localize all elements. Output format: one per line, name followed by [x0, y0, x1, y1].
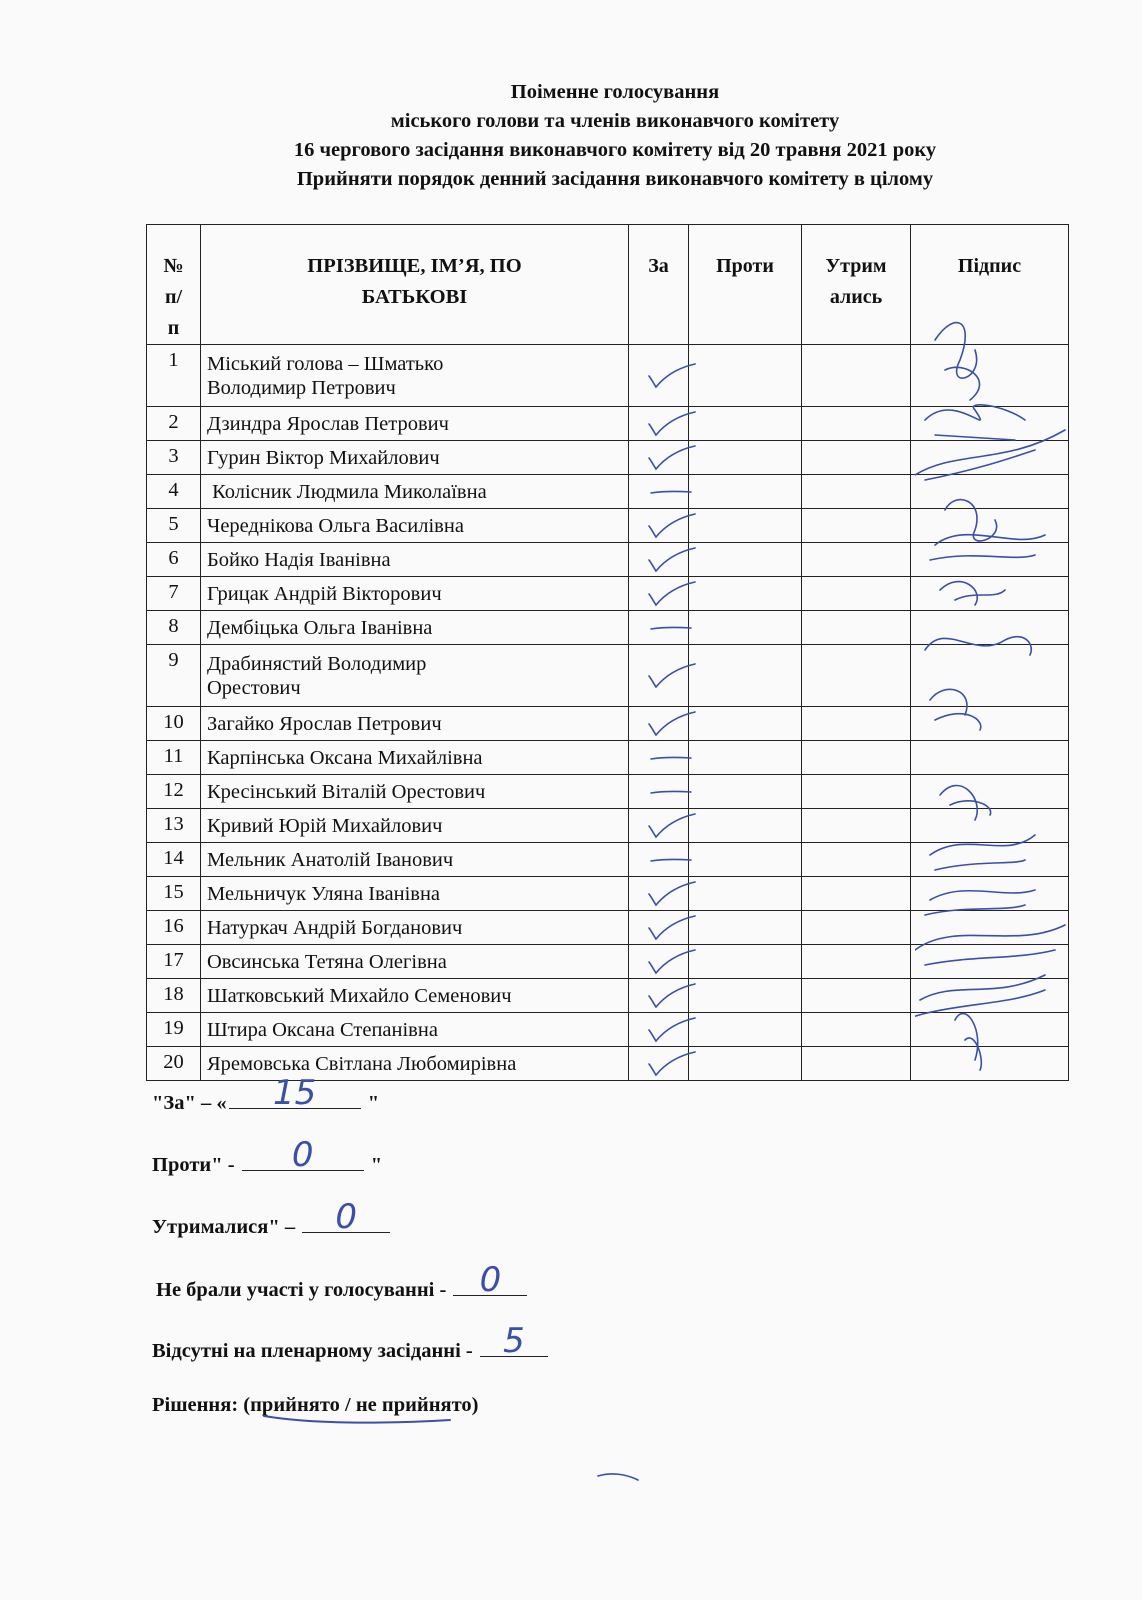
summary-not-voted: Не брали участі у голосуванні - 0 [156, 1275, 529, 1302]
vote-against-cell [689, 1047, 802, 1081]
member-name-line: Мельник Анатолій Іванович [207, 848, 454, 871]
table-body [147, 345, 1069, 1081]
vote-for-cell [629, 979, 689, 1013]
vote-against-cell [689, 1013, 802, 1047]
vote-for-cell [629, 407, 689, 441]
vote-abstained-cell [802, 1047, 911, 1081]
member-name-line: Колісник Людмила Миколаївна [207, 480, 487, 503]
table-row [147, 1013, 1069, 1047]
member-name-line: Володимир Петрович [207, 376, 396, 399]
table-row [147, 345, 1069, 407]
member-name [201, 911, 629, 945]
vote-for-cell [629, 577, 689, 611]
member-name-line: Череднікова Ольга Василівна [207, 514, 464, 537]
table-row [147, 775, 1069, 809]
table-header-row [147, 225, 1069, 345]
vote-against-cell [689, 645, 802, 707]
member-name [201, 611, 629, 645]
row-number: 4 [147, 475, 201, 509]
summary-for: "За" – « 15 " [152, 1073, 380, 1114]
vote-for-cell [629, 543, 689, 577]
decision-underline-stroke [262, 1412, 452, 1426]
signature-cell [911, 809, 1069, 843]
table-row [147, 441, 1069, 475]
vote-abstained-cell [802, 945, 911, 979]
row-number: 17 [147, 945, 201, 979]
vote-abstained-cell [802, 979, 911, 1013]
member-name-line: Шатковський Михайло Семенович [207, 984, 512, 1007]
row-number: 16 [147, 911, 201, 945]
vote-against-cell [689, 407, 802, 441]
row-number: 20 [147, 1047, 201, 1081]
vote-abstained-cell [802, 645, 911, 707]
member-name [201, 441, 629, 475]
vote-for-cell [629, 809, 689, 843]
vote-abstained-cell [802, 441, 911, 475]
signature-cell [911, 843, 1069, 877]
vote-for-cell [629, 441, 689, 475]
signature-cell [911, 1047, 1069, 1081]
vote-against-cell [689, 441, 802, 475]
table-row [147, 809, 1069, 843]
table-row [147, 577, 1069, 611]
member-name-line: Міський голова – Шматько [207, 352, 444, 375]
vote-against-cell [689, 945, 802, 979]
vote-abstained-cell [802, 1013, 911, 1047]
signature-cell [911, 945, 1069, 979]
row-number: 5 [147, 509, 201, 543]
vote-against-cell [689, 543, 802, 577]
member-name-line: Гурин Віктор Михайлович [207, 446, 440, 469]
table-row [147, 911, 1069, 945]
vote-against-cell [689, 509, 802, 543]
vote-for-cell [629, 775, 689, 809]
member-name [201, 1013, 629, 1047]
table-row [147, 407, 1069, 441]
vote-for-cell [629, 345, 689, 407]
vote-against-cell [689, 345, 802, 407]
member-name-line: Кресінський Віталій Орестович [207, 780, 486, 803]
signature-cell [911, 1013, 1069, 1047]
vote-abstained-cell [802, 611, 911, 645]
vote-abstained-cell [802, 911, 911, 945]
row-number: 11 [147, 741, 201, 775]
row-number: 9 [147, 645, 201, 707]
table-row [147, 945, 1069, 979]
member-name-line: Карпінська Оксана Михайлівна [207, 746, 483, 769]
vote-against-cell [689, 577, 802, 611]
vote-abstained-cell [802, 509, 911, 543]
header-against: Проти [689, 225, 802, 345]
signature-cell [911, 741, 1069, 775]
row-number: 13 [147, 809, 201, 843]
signature-cell [911, 775, 1069, 809]
summary-abstained: Утрималися" – 0 [152, 1212, 392, 1239]
member-name-line: Овсинська Тетяна Олегівна [207, 950, 447, 973]
header-for: За [629, 225, 689, 345]
table-row [147, 543, 1069, 577]
absent-count-field: 5 [480, 1336, 548, 1357]
title-line-3: 16 чергового засідання виконавчого комітету від 20 травня 2021 року [293, 139, 937, 161]
signature-cell [911, 577, 1069, 611]
member-name-line: Драбинястий Володимир [207, 652, 427, 675]
vote-against-cell [689, 707, 802, 741]
vote-abstained-cell [802, 707, 911, 741]
title-line-1: Поіменне голосування [510, 81, 720, 103]
vote-for-cell [629, 945, 689, 979]
member-name-line: Грицак Андрій Вікторович [207, 582, 442, 605]
table-row [147, 741, 1069, 775]
member-name [201, 775, 629, 809]
member-name [201, 577, 629, 611]
header-abstained: Утрим ались [802, 225, 911, 345]
table-row [147, 979, 1069, 1013]
vote-against-cell [689, 611, 802, 645]
member-name-line: Мельничук Уляна Іванівна [207, 882, 441, 905]
row-number: 2 [147, 407, 201, 441]
signature-cell [911, 543, 1069, 577]
header-number: № п/ п [147, 225, 201, 345]
member-name [201, 741, 629, 775]
member-name-line: Дзиндра Ярослав Петрович [207, 412, 449, 435]
signature-cell [911, 707, 1069, 741]
vote-against-cell [689, 979, 802, 1013]
voting-table [146, 224, 1069, 1081]
signature-cell [911, 979, 1069, 1013]
row-number: 12 [147, 775, 201, 809]
member-name-line: Дембіцька Ольга Іванівна [207, 616, 433, 639]
summary-against: Проти" - 0 " [152, 1135, 383, 1176]
table-row [147, 843, 1069, 877]
member-name [201, 509, 629, 543]
row-number: 3 [147, 441, 201, 475]
vote-for-cell [629, 707, 689, 741]
vote-abstained-cell [802, 407, 911, 441]
vote-abstained-cell [802, 475, 911, 509]
title-line-2: міського голови та членів виконавчого комітету [390, 110, 840, 132]
member-name [201, 345, 629, 407]
vote-for-cell [629, 877, 689, 911]
member-name-line: Бойко Надія Іванівна [207, 548, 391, 571]
vote-against-cell [689, 843, 802, 877]
table-row [147, 611, 1069, 645]
vote-for-cell [629, 911, 689, 945]
vote-abstained-cell [802, 741, 911, 775]
signature-cell [911, 345, 1069, 407]
member-name [201, 707, 629, 741]
row-number: 10 [147, 707, 201, 741]
for-count-field: 15 [229, 1088, 361, 1109]
table-row [147, 877, 1069, 911]
member-name [201, 645, 629, 707]
header-name: ПРІЗВИЩЕ, ІМ’Я, ПО БАТЬКОВІ [201, 225, 629, 345]
row-number: 15 [147, 877, 201, 911]
row-number: 8 [147, 611, 201, 645]
vote-abstained-cell [802, 877, 911, 911]
row-number: 19 [147, 1013, 201, 1047]
signature-cell [911, 877, 1069, 911]
signature-cell [911, 645, 1069, 707]
row-number: 18 [147, 979, 201, 1013]
member-name-line: Орестович [207, 676, 301, 699]
member-name [201, 543, 629, 577]
member-name [201, 945, 629, 979]
stray-pen-mark [596, 1470, 640, 1484]
vote-against-cell [689, 911, 802, 945]
summary-decision: Рішення: (прийнято / не прийнято) [152, 1394, 479, 1416]
member-name-line: Загайко Ярослав Петрович [207, 712, 442, 735]
member-name [201, 809, 629, 843]
vote-against-cell [689, 741, 802, 775]
signature-cell [911, 441, 1069, 475]
table-row [147, 707, 1069, 741]
document-title [150, 78, 1080, 194]
vote-for-cell [629, 611, 689, 645]
member-name [201, 843, 629, 877]
row-number: 6 [147, 543, 201, 577]
member-name [201, 979, 629, 1013]
vote-for-cell [629, 645, 689, 707]
signature-cell [911, 475, 1069, 509]
vote-for-cell [629, 1013, 689, 1047]
vote-against-cell [689, 877, 802, 911]
vote-against-cell [689, 775, 802, 809]
member-name-line: Яремовська Світлана Любомирівна [207, 1052, 517, 1075]
title-line-4: Прийняти порядок денний засідання виконавчого комітету в цілому [296, 168, 934, 190]
member-name-line: Натуркач Андрій Богданович [207, 916, 463, 939]
table-row [147, 475, 1069, 509]
header-signature: Підпис [911, 225, 1069, 345]
row-number: 14 [147, 843, 201, 877]
member-name [201, 877, 629, 911]
row-number: 1 [147, 345, 201, 407]
not-voted-count-field: 0 [453, 1275, 527, 1296]
signature-cell [911, 509, 1069, 543]
row-number: 7 [147, 577, 201, 611]
member-name [201, 475, 629, 509]
vote-abstained-cell [802, 577, 911, 611]
vote-against-cell [689, 475, 802, 509]
abstained-count-field: 0 [302, 1212, 390, 1233]
vote-abstained-cell [802, 843, 911, 877]
vote-for-cell [629, 741, 689, 775]
vote-for-cell [629, 1047, 689, 1081]
summary-absent: Відсутні на пленарному засіданні - 5 [152, 1336, 550, 1363]
vote-for-cell [629, 509, 689, 543]
signature-cell [911, 407, 1069, 441]
vote-abstained-cell [802, 543, 911, 577]
member-name-line: Кривий Юрій Михайлович [207, 814, 443, 837]
table-row [147, 509, 1069, 543]
vote-for-cell [629, 843, 689, 877]
signature-cell [911, 911, 1069, 945]
vote-abstained-cell [802, 809, 911, 843]
signature-cell [911, 611, 1069, 645]
vote-for-cell [629, 475, 689, 509]
against-count-field: 0 [242, 1150, 364, 1171]
table-row [147, 645, 1069, 707]
vote-abstained-cell [802, 345, 911, 407]
vote-against-cell [689, 809, 802, 843]
member-name [201, 407, 629, 441]
member-name-line: Штира Оксана Степанівна [207, 1018, 438, 1041]
vote-abstained-cell [802, 775, 911, 809]
